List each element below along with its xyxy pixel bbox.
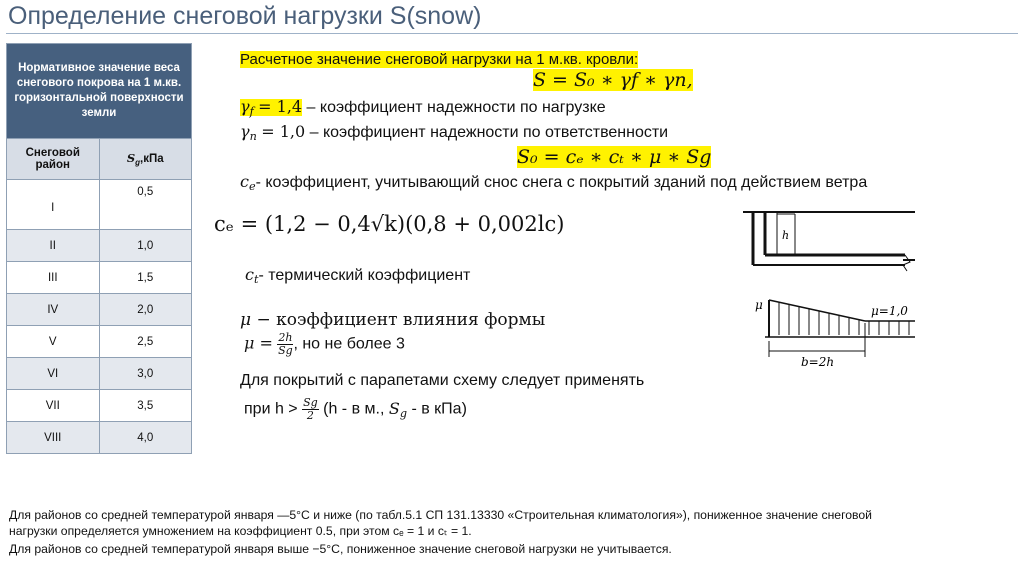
table-cell-value: 1,5 xyxy=(99,262,192,294)
table-cell-value: 2,0 xyxy=(99,294,192,326)
gamma-n-line: $\gamma_n = 1,0$ – коэффициент надежности по ответственности xyxy=(240,122,669,143)
parapet-diagram xyxy=(735,205,925,385)
title-divider xyxy=(6,33,1018,34)
parapet-text: Для покрытий с парапетами схему следует применять xyxy=(240,372,645,389)
parapet-condition: при h > $\frac{Sg}{2}$ (h - в м., $S_g$ - в кПа) xyxy=(244,396,467,422)
table-cell-region: IV xyxy=(7,294,100,326)
footnote-3: Для районов со средней температурой января выше −5°С, пониженное значение снеговой нагрузки не учитывается. xyxy=(9,542,672,556)
table-cell-region: VIII xyxy=(7,422,100,454)
table-cell-region: I xyxy=(7,180,100,230)
mu-value-label: μ=1,0 xyxy=(871,304,908,318)
ce-description: $c_e-$ коэффициент, учитывающий снос снега с покрытий зданий под действием ветра xyxy=(240,172,868,193)
column-header-region: Снеговой район xyxy=(7,139,100,180)
table-cell-region: III xyxy=(7,262,100,294)
mu-description: μ − коэффициент влияния формы xyxy=(240,310,546,330)
table-header-main: Нормативное значение веса снегового покрова на 1 м.кв. горизонтальной поверхности земли xyxy=(7,44,192,139)
ce-formula: cₑ = (1,2 − 0,4√k)(0,8 + 0,002lc) xyxy=(214,212,565,236)
table-cell-value: 4,0 xyxy=(99,422,192,454)
formula-s0: S₀ = cₑ ∗ cₜ ∗ μ ∗ Sg xyxy=(517,146,712,168)
footnote-1: Для районов со средней температурой января —5°С и ниже (по табл.5.1 СП 131.13330 «Строительная климатология»), пониженное значение снеговой xyxy=(9,508,872,522)
table-cell-value: 3,0 xyxy=(99,358,192,390)
table-row xyxy=(7,422,192,454)
table-cell-value: 0,5 xyxy=(99,180,192,230)
table-row xyxy=(7,262,192,294)
width-label: b=2h xyxy=(801,355,835,369)
table-row xyxy=(7,230,192,262)
table-cell-region: II xyxy=(7,230,100,262)
footnote-2: нагрузки определяется умножением на коэффициент 0.5, при этом cₑ = 1 и cₜ = 1. xyxy=(9,524,472,538)
table-row xyxy=(7,358,192,390)
design-load-heading: Расчетное значение снеговой нагрузки на 1 м.кв. кровли: xyxy=(240,51,639,68)
mu-formula: μ = $\frac{2h}{Sg}$ , но не более 3 xyxy=(244,331,405,357)
table-cell-region: VI xyxy=(7,358,100,390)
table-cell-value: 3,5 xyxy=(99,390,192,422)
column-header-value: $S_g,кПа$ xyxy=(99,139,192,180)
mu-label: μ xyxy=(755,298,763,312)
table-cell-region: VII xyxy=(7,390,100,422)
table-row xyxy=(7,294,192,326)
table-row xyxy=(7,390,192,422)
table-cell-value: 1,0 xyxy=(99,230,192,262)
formula-s: S = S₀ ∗ γf ∗ γn, xyxy=(533,69,693,91)
ct-description: $c_t-$ термический коэффициент xyxy=(245,265,471,286)
snow-load-table xyxy=(6,43,192,454)
parapet-section-drawing xyxy=(743,212,915,271)
table-row xyxy=(7,326,192,358)
height-label: h xyxy=(782,229,790,242)
table-cell-value: 2,5 xyxy=(99,326,192,358)
table-cell-region: V xyxy=(7,326,100,358)
table-row xyxy=(7,180,192,230)
page-title: Определение снеговой нагрузки S(snow) xyxy=(8,2,482,30)
gamma-f-line: $\gamma_f = 1,4$ – коэффициент надежности по нагрузке xyxy=(240,97,606,118)
